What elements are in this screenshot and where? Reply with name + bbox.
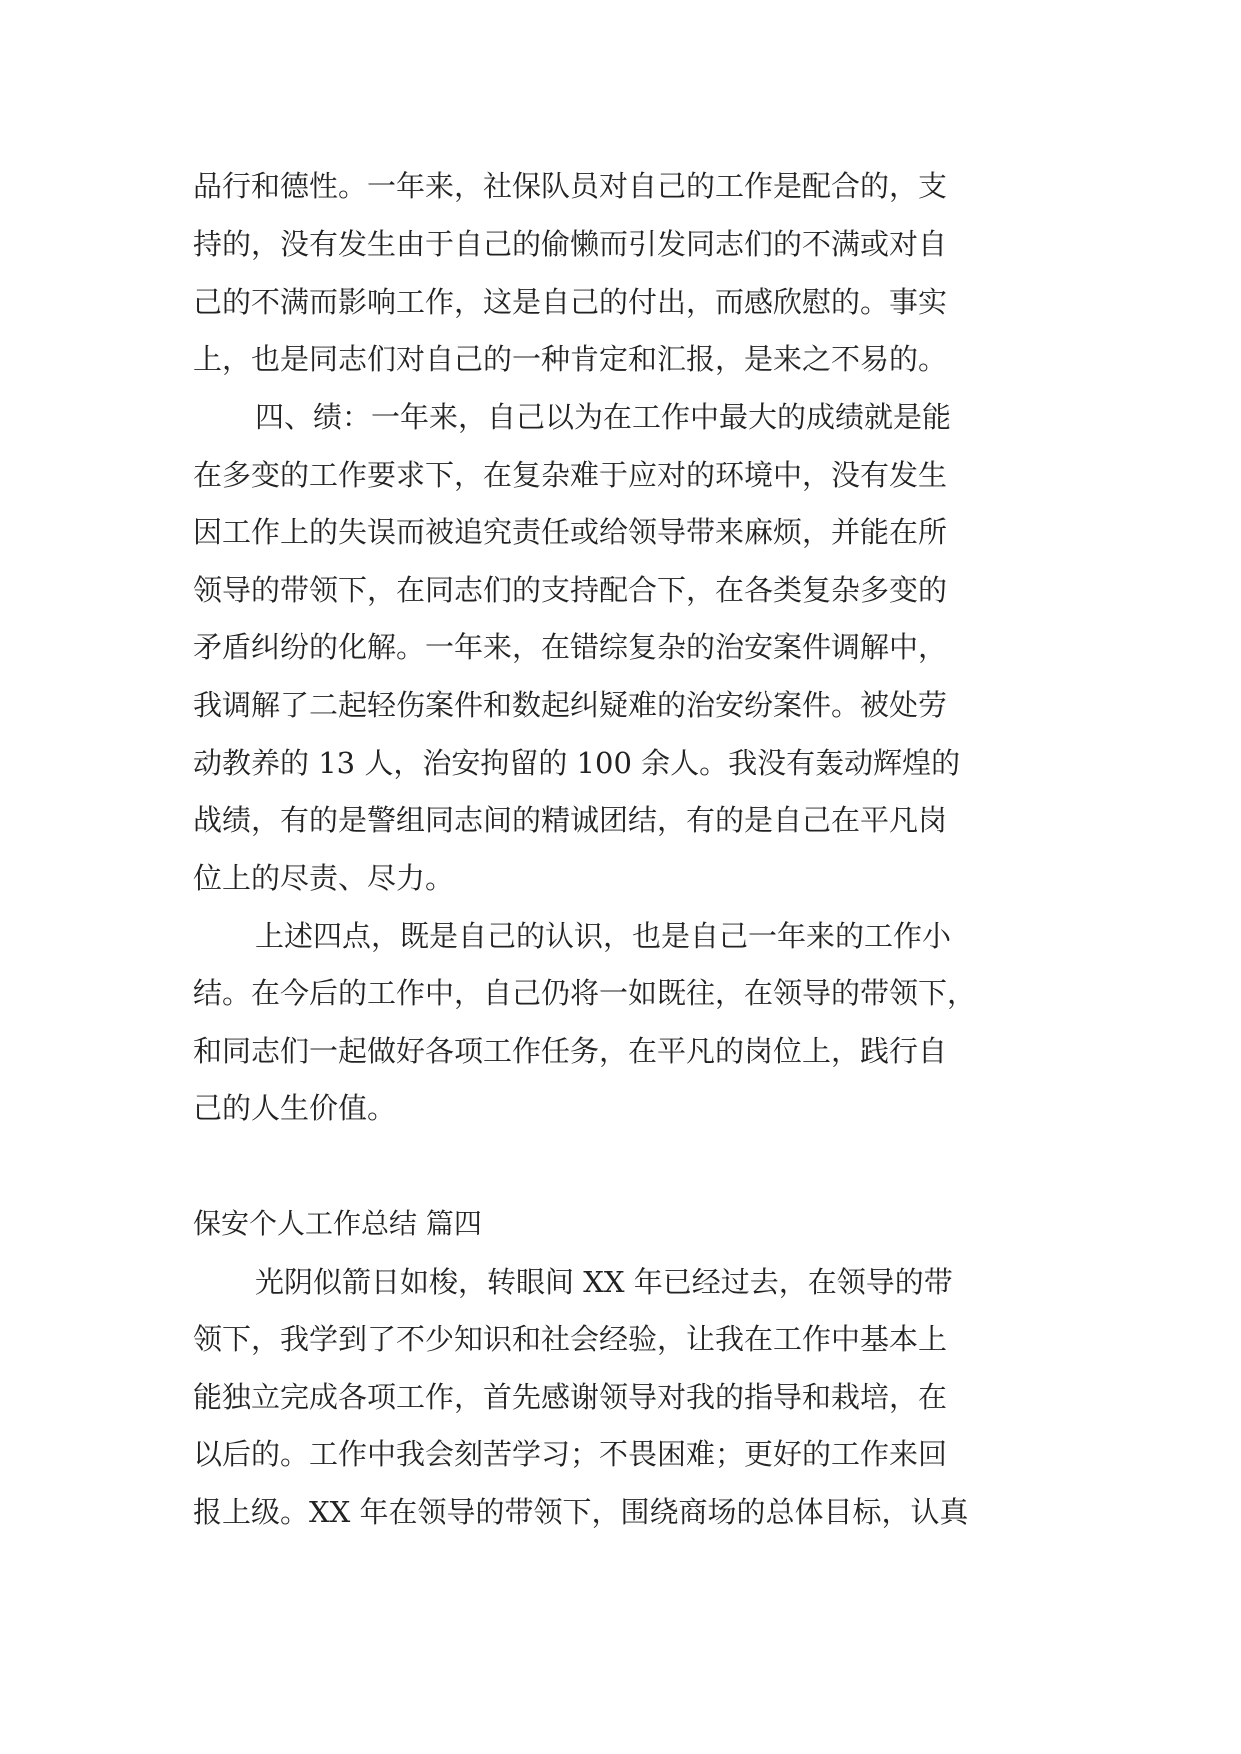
text-line: 己的人生价值。: [193, 1091, 397, 1125]
paragraph-start-line: 四、绩：一年来，自己以为在工作中最大的成绩就是能: [255, 400, 952, 434]
section-heading: 保安个人工作总结 篇四: [193, 1207, 482, 1240]
text-line: 以后的。工作中我会刻苦学习；不畏困难；更好的工作来回: [193, 1437, 948, 1471]
text-line: 上，也是同志们对自己的一种肯定和汇报，是来之不易的。: [193, 342, 948, 376]
paragraph-start-line: 上述四点，既是自己的认识，也是自己一年来的工作小: [255, 919, 952, 953]
text-line: 领导的带领下，在同志们的支持配合下，在各类复杂多变的: [193, 573, 948, 607]
text-line: 能独立完成各项工作，首先感谢领导对我的指导和栽培，在: [193, 1380, 948, 1414]
text-line: 战绩，有的是警组同志间的精诚团结，有的是自己在平凡岗: [193, 803, 948, 837]
text-line: 结。在今后的工作中，自己仍将一如既往，在领导的带领下，: [193, 976, 977, 1010]
text-line: 报上级。XX 年在领导的带领下，围绕商场的总体目标，认真: [193, 1495, 969, 1529]
text-line: 动教养的 13 人，治安拘留的 100 余人。我没有轰动辉煌的: [193, 746, 961, 780]
text-line: 领下，我学到了不少知识和社会经验，让我在工作中基本上: [193, 1322, 948, 1356]
text-line: 己的不满而影响工作，这是自己的付出，而感欣慰的。事实: [193, 285, 948, 319]
text-line: 矛盾纠纷的化解。一年来，在错综复杂的治安案件调解中，: [193, 630, 948, 664]
text-line: 我调解了二起轻伤案件和数起纠疑难的治安纷案件。被处劳: [193, 688, 948, 722]
text-line: 位上的尽责、尽力。: [193, 861, 455, 895]
text-line: 和同志们一起做好各项工作任务，在平凡的岗位上，践行自: [193, 1034, 948, 1068]
text-line: 因工作上的失误而被追究责任或给领导带来麻烦，并能在所: [193, 515, 948, 549]
text-line: 品行和德性。一年来，社保队员对自己的工作是配合的，支: [193, 169, 948, 203]
text-line: 在多变的工作要求下，在复杂难于应对的环境中，没有发生: [193, 458, 948, 492]
paragraph-start-line: 光阴似箭日如梭，转眼间 XX 年已经过去，在领导的带: [255, 1265, 953, 1299]
text-line: 持的，没有发生由于自己的偷懒而引发同志们的不满或对自: [193, 227, 948, 261]
